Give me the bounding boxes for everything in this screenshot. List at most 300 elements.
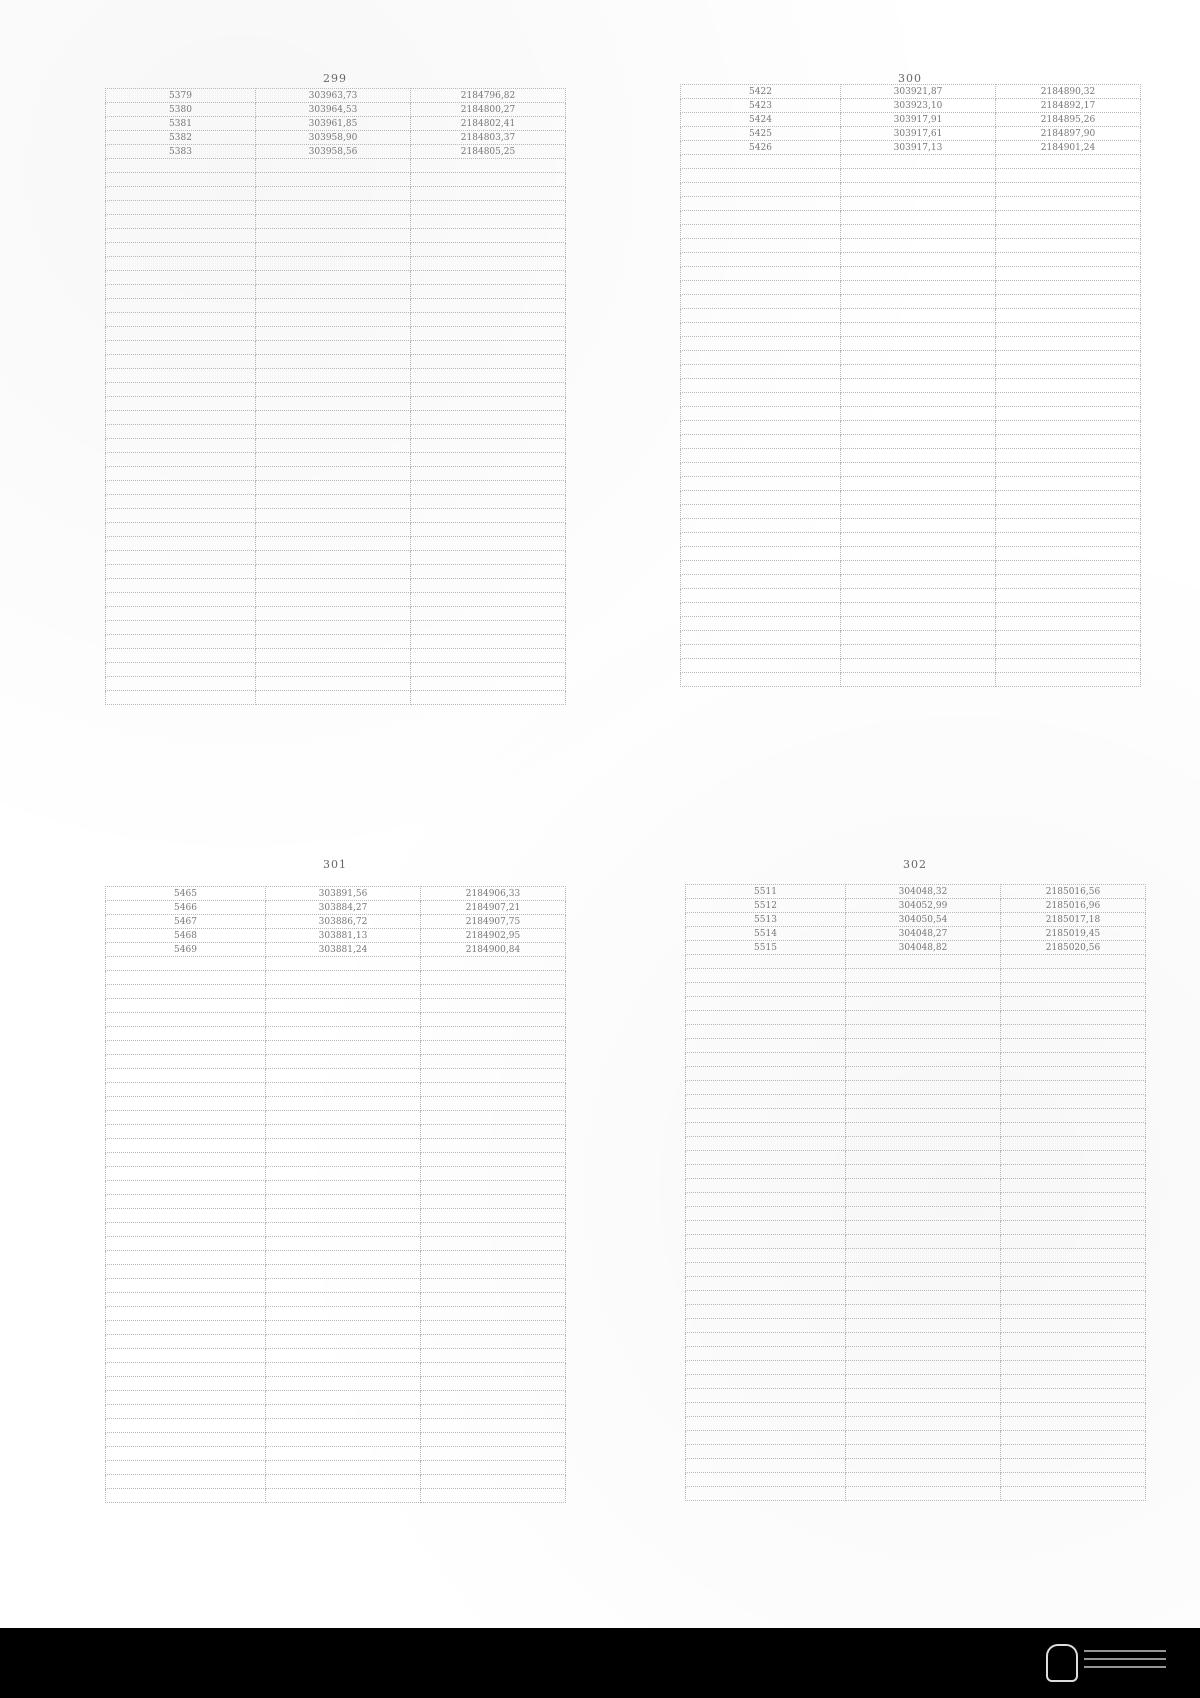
y-coordinate-cell	[411, 159, 566, 173]
point-number-cell	[681, 421, 841, 435]
x-coordinate-cell	[841, 449, 996, 463]
table-row-empty	[106, 495, 566, 509]
table-row-empty	[106, 1139, 566, 1153]
x-coordinate-cell: 304048,27	[846, 927, 1001, 941]
point-number-cell	[106, 1139, 266, 1153]
y-coordinate-cell	[421, 1391, 566, 1405]
table-row	[681, 141, 1141, 155]
point-number-cell	[686, 1207, 846, 1221]
y-coordinate-cell	[421, 1279, 566, 1293]
y-coordinate-cell	[1001, 1361, 1146, 1375]
y-coordinate-cell	[996, 393, 1141, 407]
x-coordinate-cell	[841, 323, 996, 337]
table-row-empty	[106, 1419, 566, 1433]
y-coordinate-cell	[421, 1335, 566, 1349]
x-coordinate-cell	[841, 589, 996, 603]
y-coordinate-cell	[421, 1405, 566, 1419]
point-number-cell: 5515	[686, 941, 846, 955]
x-coordinate-cell	[846, 1207, 1001, 1221]
y-coordinate-cell	[996, 617, 1141, 631]
y-coordinate-cell: 2184800,27	[411, 103, 566, 117]
x-coordinate-cell	[266, 1265, 421, 1279]
y-coordinate-cell	[411, 607, 566, 621]
y-coordinate-cell	[996, 645, 1141, 659]
x-coordinate-cell	[256, 411, 411, 425]
y-coordinate-cell: 2184900,84	[421, 943, 566, 957]
table-row-empty	[686, 955, 1146, 969]
x-coordinate-cell	[841, 337, 996, 351]
table-row-empty	[681, 183, 1141, 197]
x-coordinate-cell	[256, 355, 411, 369]
x-coordinate-cell	[841, 659, 996, 673]
x-coordinate-cell	[841, 533, 996, 547]
logo-wordmark	[1084, 1650, 1166, 1674]
point-number-cell	[686, 1291, 846, 1305]
y-coordinate-cell	[411, 271, 566, 285]
point-number-cell	[106, 957, 266, 971]
x-coordinate-cell	[841, 407, 996, 421]
table-row-empty	[686, 1445, 1146, 1459]
x-coordinate-cell	[266, 1041, 421, 1055]
point-number-cell	[686, 1039, 846, 1053]
table-row-empty	[106, 663, 566, 677]
point-number-cell	[106, 1027, 266, 1041]
point-number-cell	[686, 1053, 846, 1067]
point-number-cell	[686, 1487, 846, 1501]
x-coordinate-cell	[266, 1433, 421, 1447]
x-coordinate-cell: 304050,54	[846, 913, 1001, 927]
x-coordinate-cell	[846, 1039, 1001, 1053]
y-coordinate-cell	[996, 155, 1141, 169]
table-row-empty	[106, 1321, 566, 1335]
x-coordinate-cell: 303917,91	[841, 113, 996, 127]
point-number-cell	[106, 481, 256, 495]
point-number-cell	[686, 1011, 846, 1025]
point-number-cell	[106, 999, 266, 1013]
y-coordinate-cell	[1001, 1081, 1146, 1095]
point-number-cell	[106, 1181, 266, 1195]
point-number-cell	[106, 649, 256, 663]
x-coordinate-cell	[256, 621, 411, 635]
table-row-empty	[686, 1473, 1146, 1487]
point-number-cell: 5469	[106, 943, 266, 957]
point-number-cell: 5383	[106, 145, 256, 159]
y-coordinate-cell	[1001, 1207, 1146, 1221]
point-number-cell	[681, 575, 841, 589]
point-number-cell	[681, 239, 841, 253]
point-number-cell: 5465	[106, 887, 266, 901]
x-coordinate-cell	[256, 425, 411, 439]
point-number-cell	[106, 985, 266, 999]
x-coordinate-cell: 304052,99	[846, 899, 1001, 913]
x-coordinate-cell	[256, 187, 411, 201]
point-number-cell	[106, 1167, 266, 1181]
point-number-cell	[106, 1489, 266, 1503]
x-coordinate-cell	[846, 1067, 1001, 1081]
x-coordinate-cell: 303964,53	[256, 103, 411, 117]
x-coordinate-cell	[266, 1223, 421, 1237]
x-coordinate-cell	[841, 309, 996, 323]
y-coordinate-cell	[421, 1013, 566, 1027]
point-number-cell	[681, 631, 841, 645]
table-row-empty	[681, 519, 1141, 533]
y-coordinate-cell	[421, 1055, 566, 1069]
table-row-empty	[681, 323, 1141, 337]
x-coordinate-cell	[266, 1083, 421, 1097]
point-number-cell	[681, 323, 841, 337]
x-coordinate-cell	[841, 351, 996, 365]
table-row-empty	[106, 201, 566, 215]
table-row-empty	[681, 673, 1141, 687]
x-coordinate-cell	[266, 1125, 421, 1139]
table-row-empty	[681, 491, 1141, 505]
table-row-empty	[681, 631, 1141, 645]
y-coordinate-cell	[411, 663, 566, 677]
y-coordinate-cell	[1001, 1473, 1146, 1487]
table-row-empty	[681, 281, 1141, 295]
point-number-cell: 5514	[686, 927, 846, 941]
point-number-cell	[686, 1025, 846, 1039]
x-coordinate-cell	[841, 225, 996, 239]
table-row-empty	[106, 509, 566, 523]
y-coordinate-cell	[996, 533, 1141, 547]
y-coordinate-cell	[421, 1265, 566, 1279]
table-row-empty	[681, 575, 1141, 589]
y-coordinate-cell	[996, 337, 1141, 351]
point-number-cell	[681, 477, 841, 491]
x-coordinate-cell	[266, 1349, 421, 1363]
y-coordinate-cell	[996, 505, 1141, 519]
point-number-cell	[106, 215, 256, 229]
point-number-cell: 5467	[106, 915, 266, 929]
table-row-empty	[681, 225, 1141, 239]
table-row-empty	[106, 1363, 566, 1377]
table-row	[106, 145, 566, 159]
y-coordinate-cell	[411, 229, 566, 243]
y-coordinate-cell	[996, 547, 1141, 561]
table-row-empty	[106, 1293, 566, 1307]
x-coordinate-cell	[266, 1237, 421, 1251]
x-coordinate-cell	[256, 495, 411, 509]
point-number-cell	[681, 435, 841, 449]
point-number-cell	[681, 309, 841, 323]
x-coordinate-cell: 303923,10	[841, 99, 996, 113]
x-coordinate-cell	[256, 271, 411, 285]
point-number-cell	[106, 1013, 266, 1027]
point-number-cell: 5511	[686, 885, 846, 899]
y-coordinate-cell	[411, 243, 566, 257]
x-coordinate-cell	[256, 257, 411, 271]
y-coordinate-cell	[1001, 1179, 1146, 1193]
x-coordinate-cell	[846, 969, 1001, 983]
table-row-empty	[106, 481, 566, 495]
table-row-empty	[686, 1291, 1146, 1305]
y-coordinate-cell: 2185016,56	[1001, 885, 1146, 899]
table-row-empty	[106, 1111, 566, 1125]
x-coordinate-cell	[256, 593, 411, 607]
table-row-empty	[686, 1347, 1146, 1361]
x-coordinate-cell	[841, 477, 996, 491]
y-coordinate-cell: 2184907,75	[421, 915, 566, 929]
point-number-cell	[106, 565, 256, 579]
x-coordinate-cell	[266, 1027, 421, 1041]
point-number-cell	[106, 1209, 266, 1223]
table-row-empty	[106, 1265, 566, 1279]
y-coordinate-cell	[1001, 1067, 1146, 1081]
point-number-cell	[686, 1333, 846, 1347]
table-row-empty	[106, 1391, 566, 1405]
x-coordinate-cell	[256, 481, 411, 495]
y-coordinate-cell	[411, 691, 566, 705]
y-coordinate-cell	[411, 285, 566, 299]
y-coordinate-cell: 2185020,56	[1001, 941, 1146, 955]
table-row	[106, 117, 566, 131]
x-coordinate-cell	[846, 1263, 1001, 1277]
y-coordinate-cell	[421, 1041, 566, 1055]
y-coordinate-cell	[1001, 1165, 1146, 1179]
point-number-cell	[106, 1041, 266, 1055]
x-coordinate-cell	[841, 169, 996, 183]
page-number: 302	[903, 858, 927, 871]
x-coordinate-cell	[841, 561, 996, 575]
point-number-cell	[106, 1195, 266, 1209]
x-coordinate-cell	[256, 635, 411, 649]
x-coordinate-cell	[256, 523, 411, 537]
point-number-cell	[106, 271, 256, 285]
point-number-cell	[681, 365, 841, 379]
table-row-empty	[681, 239, 1141, 253]
point-number-cell	[681, 449, 841, 463]
table-row-empty	[106, 1405, 566, 1419]
x-coordinate-cell	[846, 1445, 1001, 1459]
point-number-cell	[681, 379, 841, 393]
point-number-cell	[106, 1237, 266, 1251]
y-coordinate-cell	[1001, 969, 1146, 983]
table-row-empty	[686, 1389, 1146, 1403]
table-row	[106, 901, 566, 915]
table-row-empty	[106, 453, 566, 467]
y-coordinate-cell	[421, 1083, 566, 1097]
point-number-cell	[681, 267, 841, 281]
y-coordinate-cell	[421, 1167, 566, 1181]
table-row-empty	[686, 1417, 1146, 1431]
table-row-empty	[106, 957, 566, 971]
table-row-empty	[106, 1153, 566, 1167]
x-coordinate-cell	[256, 327, 411, 341]
x-coordinate-cell: 303921,87	[841, 85, 996, 99]
point-number-cell	[686, 1179, 846, 1193]
x-coordinate-cell	[846, 1347, 1001, 1361]
x-coordinate-cell	[846, 997, 1001, 1011]
y-coordinate-cell: 2184897,90	[996, 127, 1141, 141]
point-number-cell	[686, 1249, 846, 1263]
x-coordinate-cell	[846, 1011, 1001, 1025]
table-row-empty	[681, 155, 1141, 169]
table-row-empty	[106, 439, 566, 453]
x-coordinate-cell	[266, 1475, 421, 1489]
point-number-cell	[686, 1235, 846, 1249]
point-number-cell	[106, 313, 256, 327]
y-coordinate-cell	[421, 1237, 566, 1251]
x-coordinate-cell	[846, 1179, 1001, 1193]
y-coordinate-cell	[421, 1251, 566, 1265]
point-number-cell	[686, 1347, 846, 1361]
point-number-cell	[106, 579, 256, 593]
y-coordinate-cell	[411, 215, 566, 229]
y-coordinate-cell	[411, 579, 566, 593]
x-coordinate-cell	[841, 253, 996, 267]
table-row-empty	[686, 1305, 1146, 1319]
point-number-cell	[681, 197, 841, 211]
point-number-cell	[681, 547, 841, 561]
coordinate-table	[685, 884, 1146, 1501]
x-coordinate-cell	[846, 1193, 1001, 1207]
point-number-cell: 5425	[681, 127, 841, 141]
point-number-cell	[686, 1193, 846, 1207]
y-coordinate-cell	[421, 1307, 566, 1321]
y-coordinate-cell	[1001, 1445, 1146, 1459]
point-number-cell: 5513	[686, 913, 846, 927]
table-row-empty	[686, 1123, 1146, 1137]
table-row-empty	[681, 421, 1141, 435]
x-coordinate-cell	[266, 985, 421, 999]
point-number-cell	[681, 281, 841, 295]
x-coordinate-cell	[256, 453, 411, 467]
table-row-empty	[681, 309, 1141, 323]
table-row-empty	[686, 1193, 1146, 1207]
point-number-cell	[106, 1433, 266, 1447]
y-coordinate-cell	[421, 1489, 566, 1503]
x-coordinate-cell	[846, 1431, 1001, 1445]
table-row	[681, 113, 1141, 127]
point-number-cell: 5381	[106, 117, 256, 131]
point-number-cell	[681, 589, 841, 603]
x-coordinate-cell	[256, 383, 411, 397]
table-row-empty	[106, 1209, 566, 1223]
point-number-cell	[106, 173, 256, 187]
point-number-cell	[681, 659, 841, 673]
x-coordinate-cell	[256, 551, 411, 565]
x-coordinate-cell	[841, 379, 996, 393]
table-row-empty	[686, 1081, 1146, 1095]
y-coordinate-cell	[996, 477, 1141, 491]
x-coordinate-cell: 303963,73	[256, 89, 411, 103]
y-coordinate-cell	[1001, 1123, 1146, 1137]
x-coordinate-cell	[841, 519, 996, 533]
table-row-empty	[686, 1025, 1146, 1039]
point-number-cell	[106, 229, 256, 243]
table-row-empty	[106, 411, 566, 425]
x-coordinate-cell	[846, 1053, 1001, 1067]
x-coordinate-cell	[841, 631, 996, 645]
x-coordinate-cell	[266, 1251, 421, 1265]
x-coordinate-cell	[256, 677, 411, 691]
y-coordinate-cell	[411, 313, 566, 327]
y-coordinate-cell	[421, 1447, 566, 1461]
point-number-cell	[681, 603, 841, 617]
table-row-empty	[681, 477, 1141, 491]
x-coordinate-cell	[266, 999, 421, 1013]
point-number-cell	[106, 1447, 266, 1461]
y-coordinate-cell	[421, 957, 566, 971]
table-row-empty	[106, 467, 566, 481]
y-coordinate-cell	[411, 453, 566, 467]
y-coordinate-cell	[996, 589, 1141, 603]
point-number-cell	[686, 1319, 846, 1333]
point-number-cell	[686, 1361, 846, 1375]
y-coordinate-cell	[996, 673, 1141, 687]
point-number-cell	[106, 1097, 266, 1111]
y-coordinate-cell	[411, 481, 566, 495]
y-coordinate-cell: 2184892,17	[996, 99, 1141, 113]
table-row-empty	[106, 1013, 566, 1027]
x-coordinate-cell	[841, 645, 996, 659]
table-row-empty	[681, 435, 1141, 449]
table-row-empty	[686, 1431, 1146, 1445]
table-row-empty	[681, 169, 1141, 183]
table-row-empty	[106, 271, 566, 285]
table-row-empty	[106, 1125, 566, 1139]
table-row-empty	[106, 1041, 566, 1055]
point-number-cell	[686, 1221, 846, 1235]
y-coordinate-cell	[411, 257, 566, 271]
y-coordinate-cell	[996, 449, 1141, 463]
point-number-cell	[106, 509, 256, 523]
y-coordinate-cell	[411, 187, 566, 201]
table-row-empty	[686, 1333, 1146, 1347]
table-row-empty	[106, 1055, 566, 1069]
y-coordinate-cell	[411, 621, 566, 635]
x-coordinate-cell	[846, 1417, 1001, 1431]
table-row-empty	[106, 1447, 566, 1461]
x-coordinate-cell	[256, 397, 411, 411]
point-number-cell	[106, 691, 256, 705]
table-row-empty	[686, 1165, 1146, 1179]
point-number-cell	[106, 397, 256, 411]
x-coordinate-cell	[841, 617, 996, 631]
table-row	[681, 85, 1141, 99]
point-number-cell	[106, 1349, 266, 1363]
table-row-empty	[681, 561, 1141, 575]
table-row-empty	[106, 215, 566, 229]
y-coordinate-cell	[411, 467, 566, 481]
table-row-empty	[686, 1109, 1146, 1123]
table-row-empty	[681, 211, 1141, 225]
table-row-empty	[106, 523, 566, 537]
x-coordinate-cell	[841, 463, 996, 477]
table-row-empty	[106, 565, 566, 579]
x-coordinate-cell	[256, 173, 411, 187]
point-number-cell	[681, 533, 841, 547]
x-coordinate-cell	[841, 295, 996, 309]
point-number-cell	[106, 1377, 266, 1391]
y-coordinate-cell	[421, 1377, 566, 1391]
y-coordinate-cell	[1001, 1235, 1146, 1249]
table-row-empty	[106, 159, 566, 173]
x-coordinate-cell	[846, 1221, 1001, 1235]
table-row-empty	[681, 393, 1141, 407]
x-coordinate-cell	[256, 691, 411, 705]
point-number-cell: 5382	[106, 131, 256, 145]
y-coordinate-cell: 2184890,32	[996, 85, 1141, 99]
x-coordinate-cell: 303884,27	[266, 901, 421, 915]
point-number-cell	[106, 1307, 266, 1321]
y-coordinate-cell	[421, 1349, 566, 1363]
table-row	[686, 941, 1146, 955]
x-coordinate-cell	[266, 1489, 421, 1503]
x-coordinate-cell	[266, 1405, 421, 1419]
table-row-empty	[106, 691, 566, 705]
